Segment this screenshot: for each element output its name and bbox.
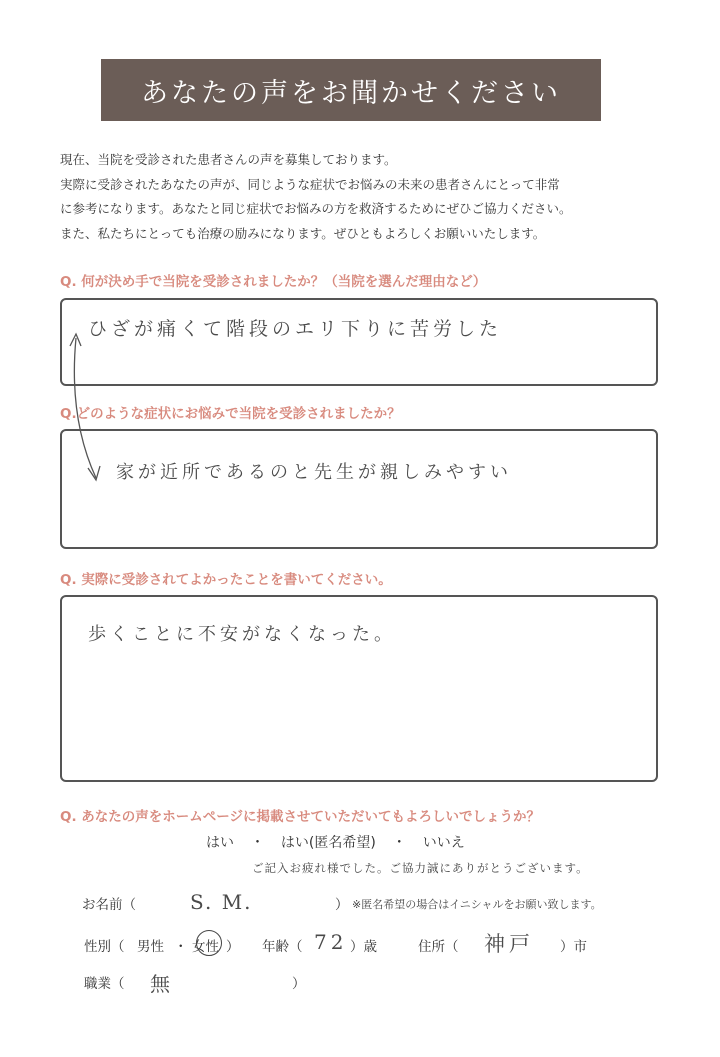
consent-anon-option[interactable]: はい(匿名希望)	[280, 835, 376, 851]
gender-male-option[interactable]: 男性	[137, 939, 164, 955]
occupation-label: 職業（	[84, 976, 125, 992]
gender-label: 性別（	[84, 939, 125, 955]
age-value[interactable]: 72	[314, 930, 348, 954]
address-value[interactable]: 神戸	[484, 932, 534, 956]
separator: ・	[392, 835, 407, 851]
selected-circle-icon	[196, 930, 222, 956]
question-1-label: Q. 何が決め手で当院を受診されましたか？（当院を選んだ理由など）	[60, 274, 487, 290]
name-label: お名前（	[82, 897, 136, 913]
name-value[interactable]: S. M.	[190, 890, 253, 914]
question-2-label: Q.どのような症状にお悩みで当院を受診されましたか？	[60, 406, 401, 422]
page-title: あなたの声をお聞かせください	[101, 59, 601, 121]
consent-options	[200, 832, 471, 852]
answer-3-handwriting: 歩くことに不安がなくなった。	[88, 624, 396, 645]
age-label: 年齢（	[262, 939, 303, 955]
intro-line: また、私たちにとっても治療の励みになります。ぜひともよろしくお願いいたします。	[60, 225, 546, 241]
answer-1-handwriting: ひざが痛くて階段のエリ下りに苦労した	[88, 318, 503, 340]
name-close-paren: ）	[335, 897, 349, 913]
intro-line: 実際に受診されたあなたの声が、同じような症状でお悩みの未来の患者さんにとって非常	[60, 176, 560, 192]
gender-female-option[interactable]: 女性	[192, 939, 219, 955]
age-close-unit: ）歳	[350, 939, 377, 955]
thanks-message: ご記入お疲れ様でした。ご協力誠にありがとうございます。	[252, 861, 589, 875]
occupation-value[interactable]: 無	[150, 972, 174, 996]
address-label: 住所（	[418, 939, 459, 955]
address-close-unit: ）市	[560, 939, 587, 955]
consent-no-option[interactable]: いいえ	[422, 835, 465, 851]
separator: ・	[174, 939, 188, 955]
intro-line: に参考になります。あなたと同じ症状でお悩みの方を救済するためにぜひご協力ください。	[60, 201, 572, 216]
intro-line: 現在、当院を受診された患者さんの声を募集しております。	[60, 152, 397, 167]
answer-2-handwriting: 家が近所であるのと先生が親しみやすい	[116, 462, 512, 483]
occupation-close-paren: ）	[292, 976, 306, 992]
consent-question-label: Q. あなたの声をホームページに掲載させていただいてもよろしいでしょうか？	[60, 809, 541, 825]
consent-yes-option[interactable]: はい	[206, 835, 234, 851]
separator: ・	[250, 835, 265, 851]
gender-close-paren: ）	[226, 939, 240, 955]
question-3-label: Q. 実際に受診されてよかったことを書いてください。	[60, 572, 392, 588]
name-note: ※匿名希望の場合はイニシャルをお願い致します。	[352, 898, 602, 911]
